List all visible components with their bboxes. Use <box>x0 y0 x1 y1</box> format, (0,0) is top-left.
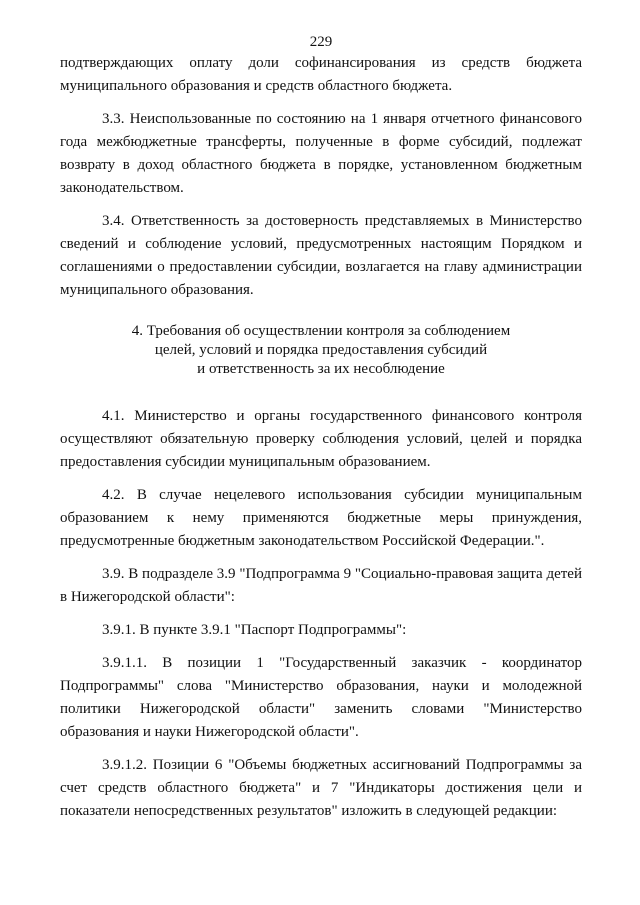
section-heading <box>60 322 582 379</box>
page-number: 229 <box>309 34 333 50</box>
section-heading-line: и ответственность за их несоблюдение <box>197 361 445 377</box>
section-heading-line: целей, условий и порядка предоставления субсидий <box>154 342 488 358</box>
paragraph-3-3: 3.3. Неиспользованные по состоянию на 1 января отчетного финансового года межбюджетные трансферты, полученные в форме субсидий, подлежат возврату в доход областного бюджета в порядке, установленном бюджетным законодательством. <box>60 111 582 196</box>
paragraph-3-9-1-1: 3.9.1.1. В позиции 1 "Государственный заказчик - координатор Подпрограммы" слова "Министерство образования, науки и молодежной политики Нижегородской области" заменить словами "Министерство образования и науки Нижегородской области". <box>60 655 582 740</box>
paragraph-3-9-1-2: 3.9.1.2. Позиции 6 "Объемы бюджетных ассигнований Подпрограммы за счет средств областного бюджета" и 7 "Индикаторы достижения цели и показатели непосредственных результатов" изложить в следующей редакции: <box>60 757 582 819</box>
paragraph-3-9-1: 3.9.1. В пункте 3.9.1 "Паспорт Подпрограммы": <box>102 622 407 638</box>
paragraph-3-9: 3.9. В подразделе 3.9 "Подпрограмма 9 "Социально-правовая защита детей в Нижегородской области": <box>60 566 582 605</box>
document-body <box>60 52 582 833</box>
paragraph-4-1: 4.1. Министерство и органы государственного финансового контроля осуществляют обязательную проверку соблюдения условий, целей и порядка предоставления субсидии муниципальным образованием. <box>60 408 582 470</box>
section-heading-line: 4. Требования об осуществлении контроля за соблюдением <box>131 323 511 339</box>
paragraph-continuation: подтверждающих оплату доли софинансирования из средств бюджета муниципального образования и средств областного бюджета. <box>60 55 582 94</box>
paragraph-3-4: 3.4. Ответственность за достоверность представляемых в Министерство сведений и соблюдение условий, предусмотренных настоящим Порядком и соглашениями о предоставлении субсидии, возлагается на главу администрации муниципального образования. <box>60 213 582 298</box>
paragraph-4-2: 4.2. В случае нецелевого использования субсидии муниципальным образованием к нему применяются бюджетные меры принуждения, предусмотренные бюджетным законодательством Российской Федерации.". <box>60 487 582 549</box>
